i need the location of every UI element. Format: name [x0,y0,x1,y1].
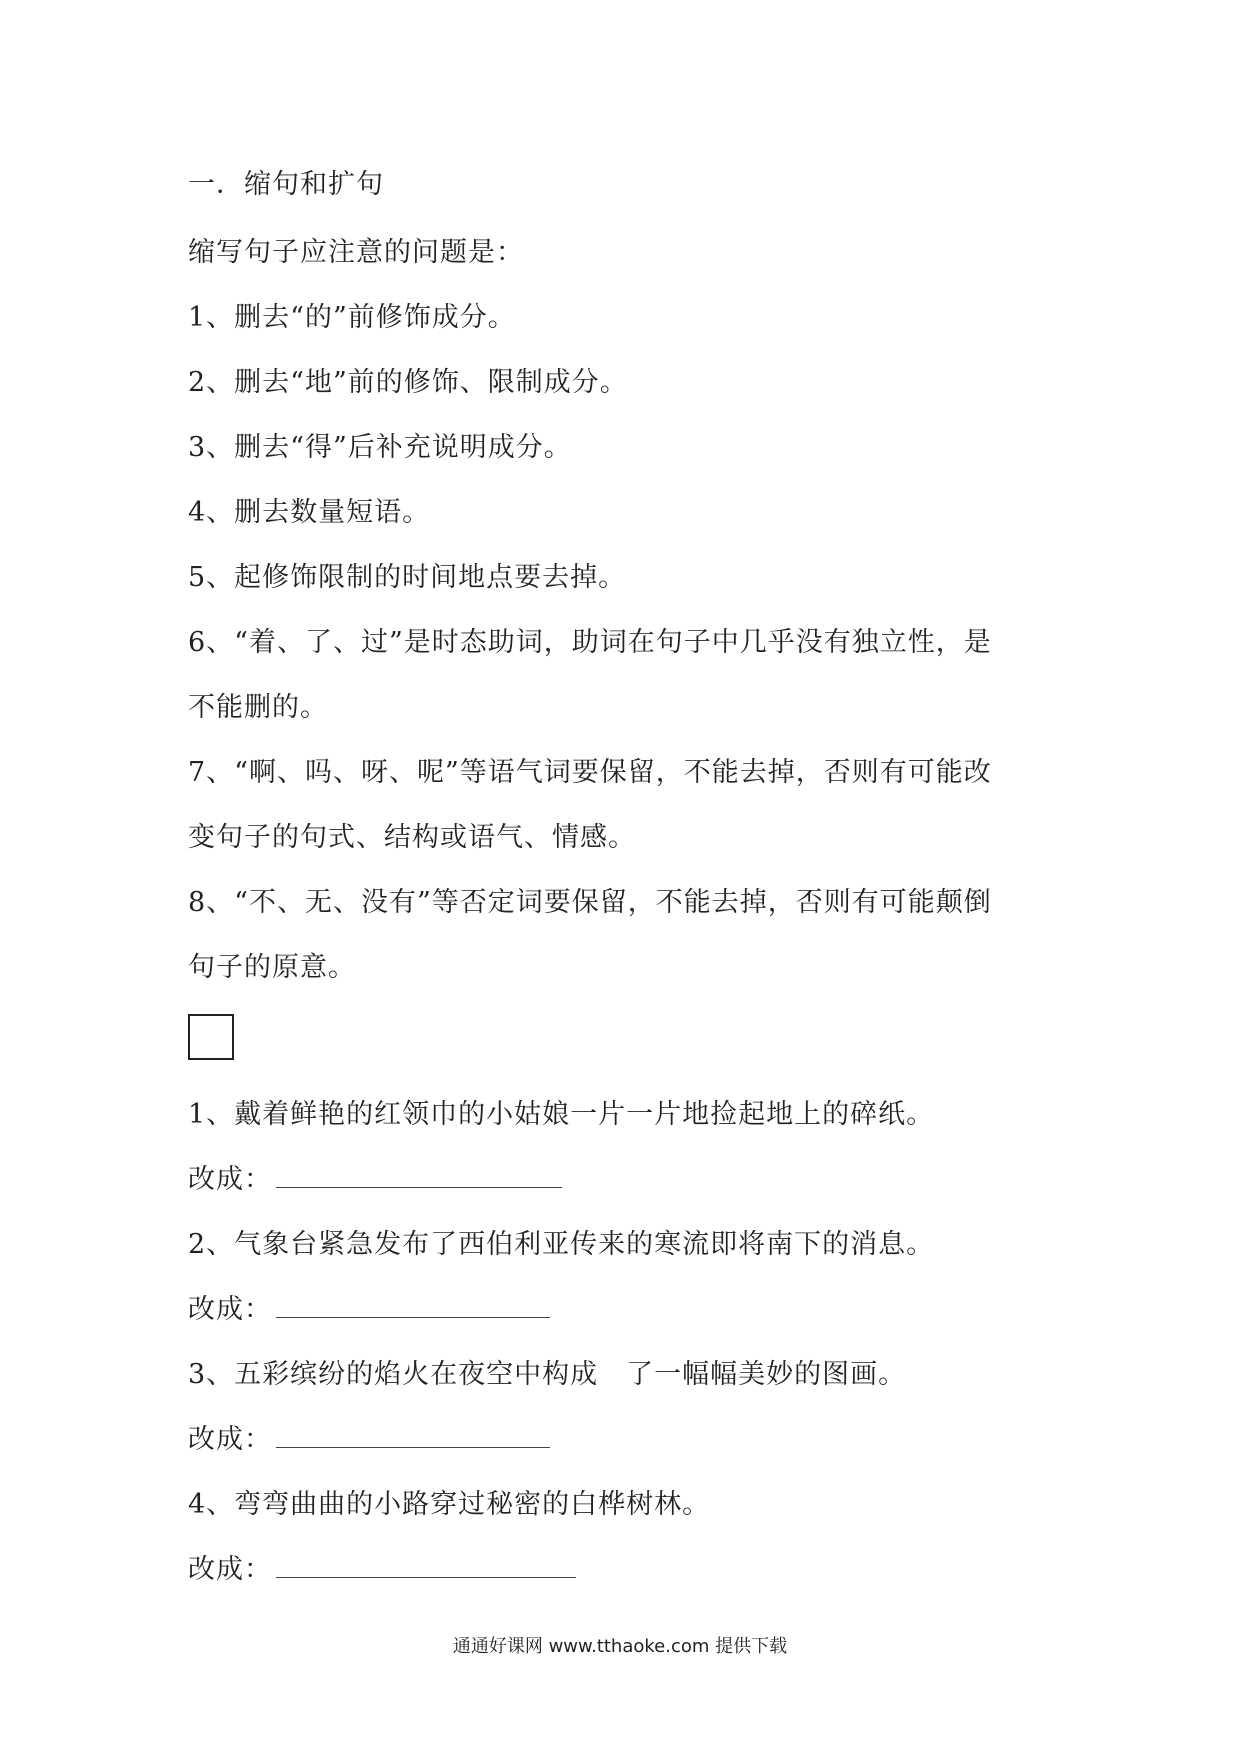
answer-box-row [188,1000,1068,1082]
rule-line: 5、起修饰限制的时间地点要去掉。 [188,562,627,593]
answer-row [188,1407,1068,1472]
rule-line: 4、删去数量短语。 [188,497,431,528]
rule-line: 句子的原意。 [188,952,356,983]
exercise-sentence: 4、弯弯曲曲的小路穿过秘密的白桦树林。 [188,1489,711,1520]
rule-line: 变句子的句式、结构或语气、情感。 [188,822,636,853]
answer-label: 改成： [188,1164,272,1195]
intro-text: 缩写句子应注意的问题是： [188,237,524,268]
rule-line: 6、“着、了、过”是时态助词，助词在句子中几乎没有独立性，是 [188,627,992,658]
answer-label: 改成： [188,1294,272,1325]
empty-square-box [188,1014,234,1060]
rule-line: 不能删的。 [188,692,328,723]
answer-blank[interactable] [276,1555,576,1578]
rule-line: 8、“不、无、没有”等否定词要保留，不能去掉，否则有可能颠倒 [188,887,992,918]
exercise-sentence: 1、戴着鲜艳的红领巾的小姑娘一片一片地捡起地上的碎纸。 [188,1099,935,1130]
answer-blank[interactable] [276,1165,562,1188]
answer-blank[interactable] [276,1295,550,1318]
answer-row [188,1147,1068,1212]
rule-line: 1、删去“的”前修饰成分。 [188,302,516,333]
rule-line: 3、删去“得”后补充说明成分。 [188,432,572,463]
document-page [188,150,1068,1602]
footer-credit: 通通好课网 www.tthaoke.com 提供下载 [452,1636,788,1657]
answer-row [188,1537,1068,1602]
rule-line: 7、“啊、吗、呀、呢”等语气词要保留，不能去掉，否则有可能改 [188,757,992,788]
answer-label: 改成： [188,1554,272,1585]
answer-blank[interactable] [276,1425,550,1448]
answer-row [188,1277,1068,1342]
answer-label: 改成： [188,1424,272,1455]
rule-line: 2、删去“地”前的修饰、限制成分。 [188,367,628,398]
exercise-sentence: 2、气象台紧急发布了西伯利亚传来的寒流即将南下的消息。 [188,1229,935,1260]
exercise-sentence: 3、五彩缤纷的焰火在夜空中构成 了一幅幅美妙的图画。 [188,1359,907,1390]
section-title: 一．缩句和扩句 [188,169,384,200]
